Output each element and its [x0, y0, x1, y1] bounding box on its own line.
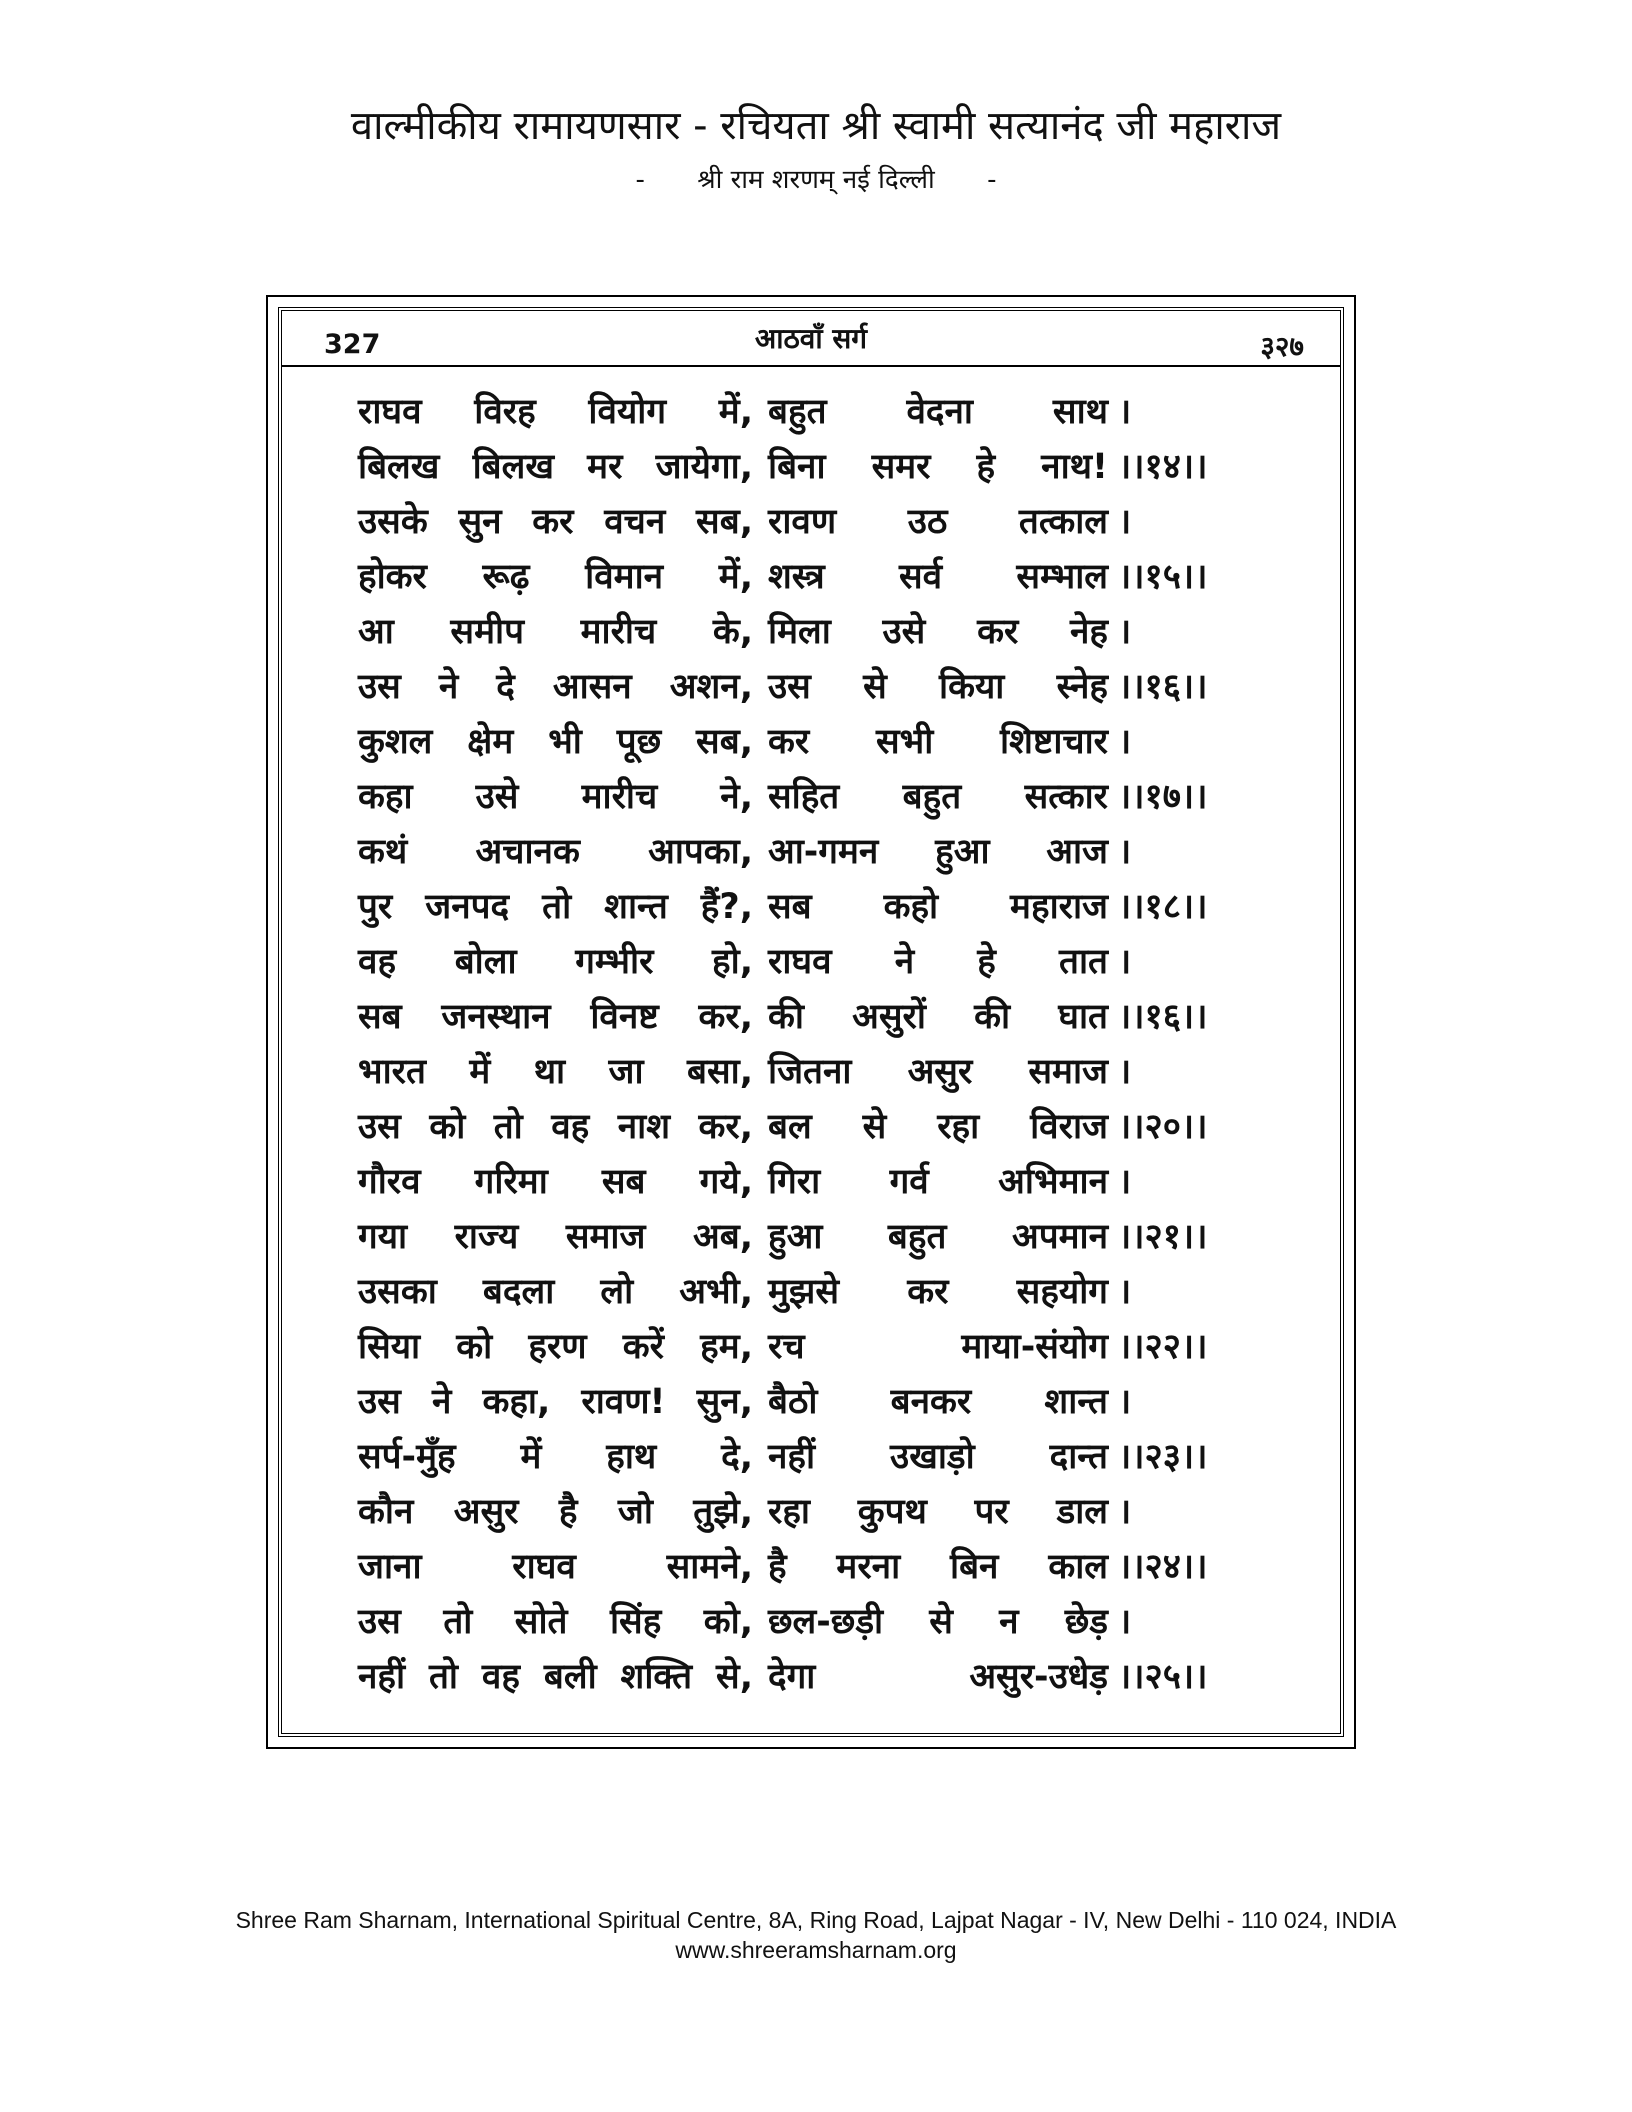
verse-first-half: उसके सुन कर वचन सब,	[358, 502, 753, 542]
verse-second-half: है मरना बिन काल	[768, 1547, 1108, 1587]
verse-first-half: उस ने कहा, रावण! सुन,	[358, 1382, 753, 1422]
verse-second-half: रावण उठ तत्काल	[768, 502, 1108, 542]
verse-end-mark: ।	[1118, 1162, 1132, 1202]
verse-end-mark: ।	[1118, 722, 1132, 762]
footer-website[interactable]: www.shreeramsharnam.org	[675, 1937, 957, 1963]
verse-end-mark: ।	[1118, 1052, 1132, 1092]
verse-end-mark: ।।१६।।	[1118, 997, 1208, 1037]
verse-first-half: जाना राघव सामने,	[358, 1547, 753, 1587]
verse-end-mark: ।।२३।।	[1118, 1437, 1208, 1477]
verse-second-half: बहुत वेदना साथ	[768, 392, 1108, 432]
verse-end-mark: ।	[1118, 1602, 1132, 1642]
verse-first-half: उस को तो वह नाश कर,	[358, 1107, 753, 1147]
document-subtitle	[0, 162, 1632, 198]
verse-second-half: बिना समर हे नाथ!	[768, 447, 1108, 487]
verse-list	[358, 385, 1278, 1705]
verse-first-half: राघव विरह वियोग में,	[358, 392, 753, 432]
verse-second-half: राघव ने हे तात	[768, 942, 1108, 982]
verse-end-mark: ।।१४।।	[1118, 447, 1208, 487]
verse-end-mark: ।।२५।।	[1118, 1657, 1208, 1697]
verse-second-half: उस से किया स्नेह	[768, 667, 1108, 707]
verse-first-half: आ समीप मारीच के,	[358, 612, 753, 652]
verse-first-half: कहा उसे मारीच ने,	[358, 777, 753, 817]
verse-first-half: उसका बदला लो अभी,	[358, 1272, 753, 1312]
subtitle-dash-right: -	[987, 165, 997, 195]
verse-second-half: सहित बहुत सत्कार	[768, 777, 1108, 817]
verse-line	[358, 605, 1278, 660]
verse-second-half: बैठो बनकर शान्त	[768, 1382, 1108, 1422]
verse-first-half: उस तो सोते सिंह को,	[358, 1602, 753, 1642]
verse-first-half: होकर रूढ़ विमान में,	[358, 557, 753, 597]
verse-line	[358, 715, 1278, 770]
verse-first-half: बिलख बिलख मर जायेगा,	[358, 447, 753, 487]
subtitle-dash-left: -	[635, 165, 645, 195]
verse-line	[358, 990, 1278, 1045]
verse-first-half: सब जनस्थान विनष्ट कर,	[358, 997, 753, 1037]
verse-line	[358, 1320, 1278, 1375]
verse-first-half: गौरव गरिमा सब गये,	[358, 1162, 753, 1202]
verse-second-half: रहा कुपथ पर डाल	[768, 1492, 1108, 1532]
verse-line	[358, 770, 1278, 825]
verse-line	[358, 1045, 1278, 1100]
verse-line	[358, 1375, 1278, 1430]
verse-line	[358, 935, 1278, 990]
verse-second-half: जितना असुर समाज	[768, 1052, 1108, 1092]
verse-second-half: नहीं उखाड़ो दान्त	[768, 1437, 1108, 1477]
page-frame-inner	[278, 307, 1344, 1737]
verse-second-half: कर सभी शिष्टाचार	[768, 722, 1108, 762]
chapter-title: आठवाँ सर्ग	[754, 322, 868, 355]
verse-line	[358, 1430, 1278, 1485]
verse-line	[358, 1155, 1278, 1210]
verse-first-half: भारत में था जा बसा,	[358, 1052, 753, 1092]
verse-end-mark: ।।१६।।	[1118, 667, 1208, 707]
verse-first-half: नहीं तो वह बली शक्ति से,	[358, 1657, 753, 1697]
verse-first-half: गया राज्य समाज अब,	[358, 1217, 753, 1257]
page-header	[282, 319, 1340, 367]
page-frame	[266, 295, 1356, 1749]
verse-end-mark: ।।२०।।	[1118, 1107, 1208, 1147]
verse-end-mark: ।	[1118, 392, 1132, 432]
verse-end-mark: ।	[1118, 612, 1132, 652]
verse-second-half: हुआ बहुत अपमान	[768, 1217, 1108, 1257]
verse-end-mark: ।।२२।।	[1118, 1327, 1208, 1367]
verse-line	[358, 660, 1278, 715]
verse-line	[358, 385, 1278, 440]
verse-first-half: पुर जनपद तो शान्त हैं?,	[358, 887, 753, 927]
verse-first-half: कौन असुर है जो तुझे,	[358, 1492, 753, 1532]
verse-first-half: सर्प-मुँह में हाथ दे,	[358, 1437, 753, 1477]
page-number-devanagari: ३२७	[1260, 330, 1304, 363]
document-title: वाल्मीकीय रामायणसार - रचियता श्री स्वामी सत्यानंद जी महाराज	[350, 103, 1282, 149]
verse-line	[358, 1595, 1278, 1650]
page-number-arabic: 327	[324, 329, 381, 360]
verse-second-half: मुझसे कर सहयोग	[768, 1272, 1108, 1312]
verse-first-half: कथं अचानक आपका,	[358, 832, 753, 872]
verse-second-half: मिला उसे कर नेह	[768, 612, 1108, 652]
verse-first-half: सिया को हरण करें हम,	[358, 1327, 753, 1367]
verse-line	[358, 1100, 1278, 1155]
verse-second-half: देगा असुर-उधेड़	[768, 1657, 1108, 1697]
verse-end-mark: ।।१७।।	[1118, 777, 1208, 817]
verse-end-mark: ।	[1118, 1272, 1132, 1312]
footer-address: Shree Ram Sharnam, International Spiritual Centre, 8A, Ring Road, Lajpat Nagar - IV, New Delhi - 110 024, INDIA	[235, 1907, 1397, 1933]
verse-line	[358, 1540, 1278, 1595]
verse-second-half: रच माया-संयोग	[768, 1327, 1108, 1367]
verse-second-half: सब कहो महाराज	[768, 887, 1108, 927]
verse-second-half: गिरा गर्व अभिमान	[768, 1162, 1108, 1202]
verse-line	[358, 1650, 1278, 1705]
verse-first-half: कुशल क्षेम भी पूछ सब,	[358, 722, 753, 762]
verse-line	[358, 1485, 1278, 1540]
verse-end-mark: ।	[1118, 1382, 1132, 1422]
verse-end-mark: ।	[1118, 832, 1132, 872]
verse-line	[358, 440, 1278, 495]
verse-line	[358, 825, 1278, 880]
verse-end-mark: ।।२१।।	[1118, 1217, 1208, 1257]
verse-second-half: शस्त्र सर्व सम्भाल	[768, 557, 1108, 597]
verse-second-half: आ-गमन हुआ आज	[768, 832, 1108, 872]
verse-line	[358, 550, 1278, 605]
verse-first-half: उस ने दे आसन अशन,	[358, 667, 753, 707]
verse-end-mark: ।	[1118, 502, 1132, 542]
verse-end-mark: ।।२४।।	[1118, 1547, 1208, 1587]
verse-first-half: वह बोला गम्भीर हो,	[358, 942, 753, 982]
subtitle-text: श्री राम शरणम् नई दिल्ली	[697, 165, 935, 195]
verse-end-mark: ।।१८।।	[1118, 887, 1208, 927]
verse-line	[358, 1265, 1278, 1320]
verse-end-mark: ।	[1118, 1492, 1132, 1532]
verse-end-mark: ।	[1118, 942, 1132, 982]
verse-second-half: की असुरों की घात	[768, 997, 1108, 1037]
verse-second-half: छल-छड़ी से न छेड़	[768, 1602, 1108, 1642]
verse-line	[358, 1210, 1278, 1265]
verse-second-half: बल से रहा विराज	[768, 1107, 1108, 1147]
verse-line	[358, 880, 1278, 935]
verse-line	[358, 495, 1278, 550]
verse-end-mark: ।।१५।।	[1118, 557, 1208, 597]
